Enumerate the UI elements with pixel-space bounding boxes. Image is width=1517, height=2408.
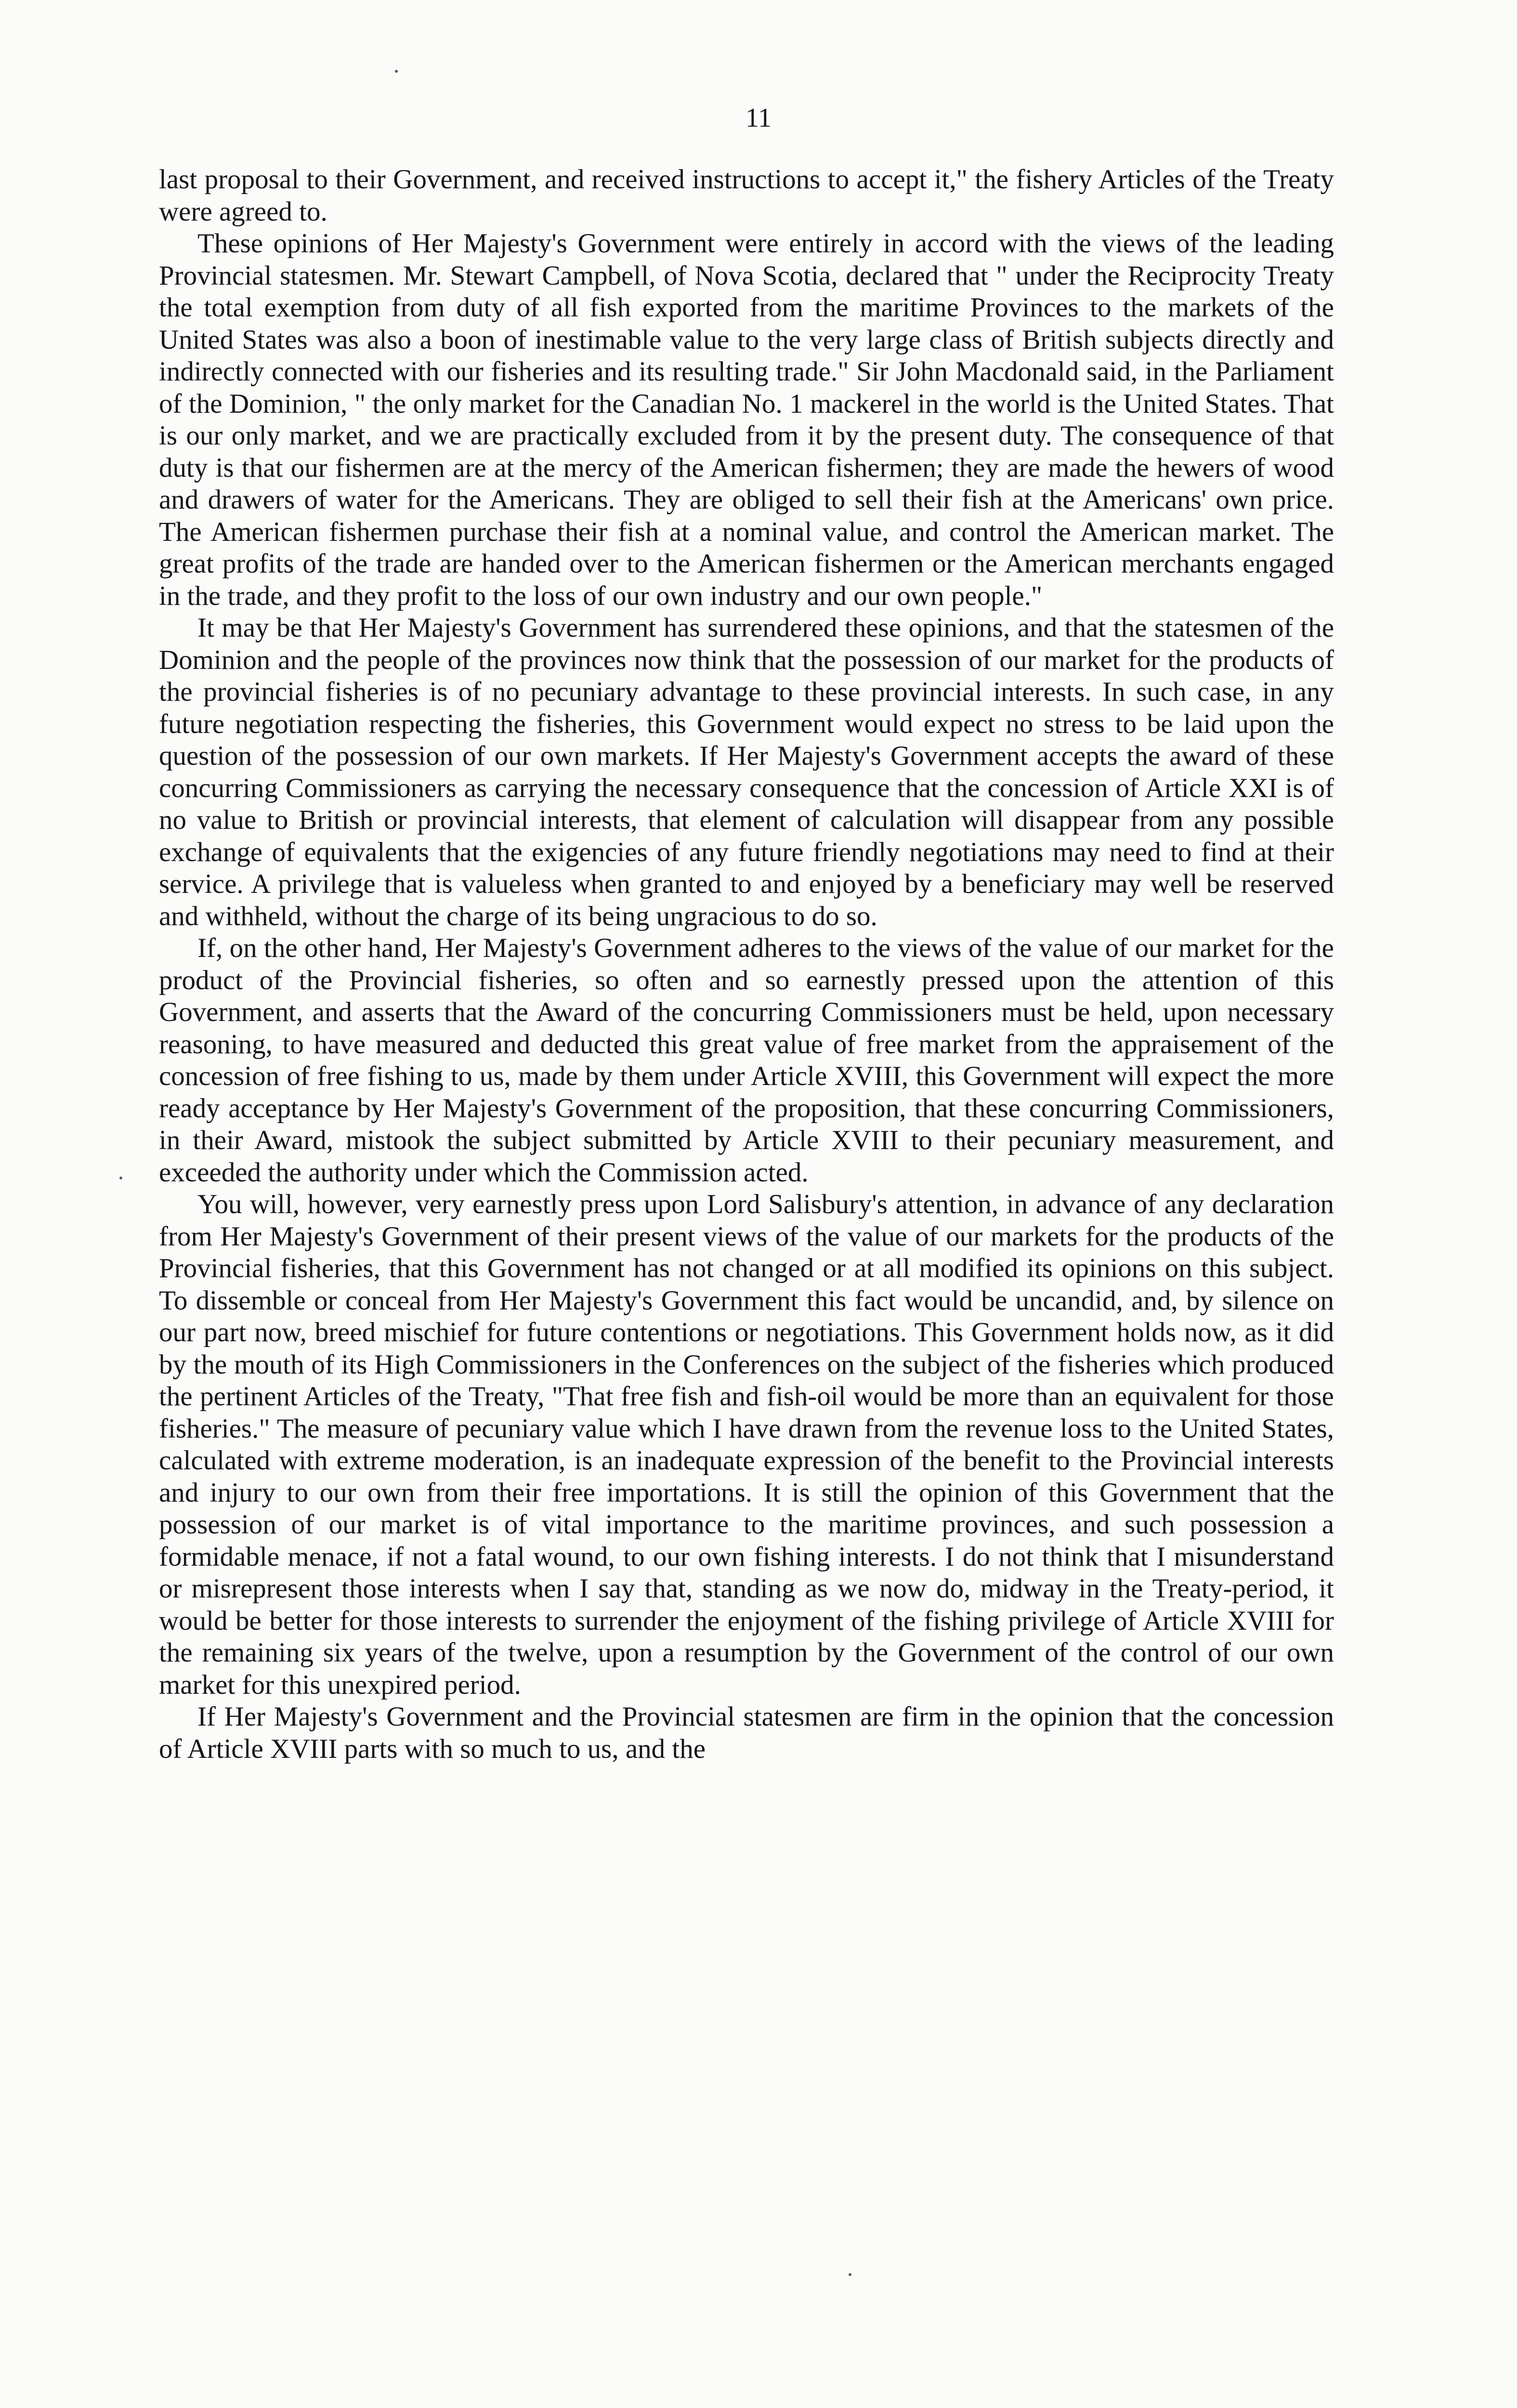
paragraph-firm-opinion: If Her Majesty's Government and the Provincial statesmen are firm in the opinion that the concession of Article XVIII parts with so much to us, and the	[159, 1701, 1334, 1764]
paragraph-provincial-statesmen: These opinions of Her Majesty's Government were entirely in accord with the views of the leading Provincial statesmen. Mr. Stewart Campbell, of Nova Scotia, declared that " under the Reciprocity Treaty the total exemption from duty of all fish exported from the maritime Provinces to the markets of the United States was also a boon of inestimable value to the very large class of British subjects directly and indirectly connected with our fisheries and its resulting trade." Sir John Macdonald said, in the Parliament of the Dominion, " the only market for the Canadian No. 1 mackerel in the world is the United States. That is our only market, and we are practically excluded from it by the present duty. The consequence of that duty is that our fishermen are at the mercy of the American fishermen; they are made the hewers of wood and drawers of water for the Americans. They are obliged to sell their fish at the Americans' own price. The American fishermen purchase their fish at a nominal value, and control the American market. The great profits of the trade are handed over to the American fishermen or the American merchants engaged in the trade, and they profit to the loss of our own industry and our own people."	[159, 228, 1334, 611]
paper-speck	[119, 1177, 122, 1179]
page-number: 11	[745, 103, 772, 133]
paragraph-surrendered-opinions: It may be that Her Majesty's Government has surrendered these opinions, and that the statesmen of the Dominion and the people of the provinces now think that the possession of our market for the products of the provincial fisheries is of no pecuniary advantage to these provincial interests. In such case, in any future negotiation respecting the fisheries, this Government would expect no stress to be laid upon the question of the possession of our own markets. If Her Majesty's Government accepts the award of these concurring Commissioners as carrying the necessary consequence that the concession of Article XXI is of no value to British or provincial interests, that element of calculation will disappear from any possible exchange of equivalents that the exigencies of any future friendly negotiations may need to find at their service. A privilege that is valueless when granted to and enjoyed by a beneficiary may well be reserved and withheld, without the charge of its being ungracious to do so.	[159, 613, 1334, 931]
paragraph-other-hand: If, on the other hand, Her Majesty's Government adheres to the views of the value of our market for the product of the Provincial fisheries, so often and so earnestly pressed upon the attention of this Government, and asserts that the Award of the concurring Commissioners must be held, upon necessary reasoning, to have measured and deducted this great value of free market from the appraisement of the concession of free fishing to us, made by them under Article XVIII, this Government will expect the more ready acceptance by Her Majesty's Government of the proposition, that these concurring Commissioners, in their Award, mistook the subject submitted by Article XVIII to their pecuniary measurement, and exceeded the authority under which the Commission acted.	[159, 933, 1334, 1188]
document-body	[159, 164, 1334, 1765]
paragraph-continuation: last proposal to their Government, and received instructions to accept it," the fishery Articles of the Treaty were agreed to.	[159, 164, 1334, 227]
paper-speck	[849, 2273, 851, 2276]
paper-speck	[395, 70, 398, 73]
paragraph-lord-salisbury: You will, however, very earnestly press upon Lord Salisbury's attention, in advance of any declaration from Her Majesty's Government of their present views of the value of our markets for the products of the Provincial fisheries, that this Government has not changed or at all modified its opinions on this subject. To dissemble or conceal from Her Majesty's Government this fact would be uncandid, and, by silence on our part now, breed mischief for future contentions or negotiations. This Government holds now, as it did by the mouth of its High Commissioners in the Conferences on the subject of the fisheries which produced the pertinent Articles of the Treaty, "That free fish and fish-oil would be more than an equivalent for those fisheries." The measure of pecuniary value which I have drawn from the revenue loss to the United States, calculated with extreme moderation, is an inadequate expression of the benefit to the Provincial interests and injury to our own from their free importations. It is still the opinion of this Government that the possession of our market is of vital importance to the maritime provinces, and such possession a formidable menace, if not a fatal wound, to our own fishing interests. I do not think that I misunderstand or misrepresent those interests when I say that, standing as we now do, midway in the Treaty-period, it would be better for those interests to surrender the enjoyment of the fishing privilege of Article XVIII for the remaining six years of the twelve, upon a resumption by the Government of the control of our own market for this unexpired period.	[159, 1189, 1334, 1700]
